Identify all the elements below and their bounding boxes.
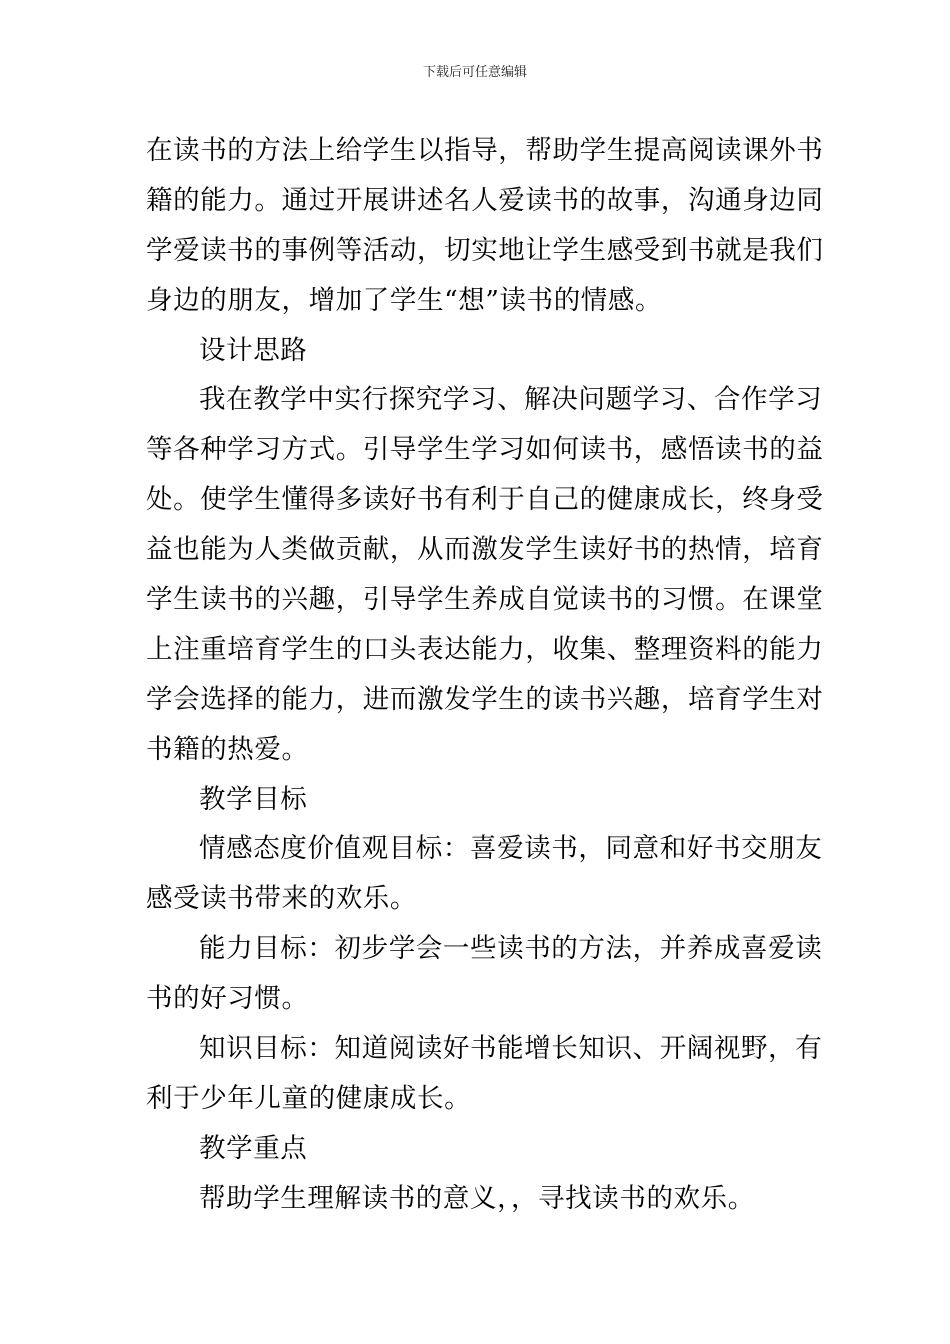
- text-line: 学会选择的能力，进而激发学生的读书兴趣，培育学生对: [146, 683, 824, 715]
- text-line: 学爱读书的事例等活动，切实地让学生感受到书就是我们: [146, 234, 824, 266]
- text-line: 能力目标：初步学会一些读书的方法，并养成喜爱读: [199, 933, 823, 965]
- text-line: 等各种学习方式。引导学生学习如何读书，感悟读书的益: [146, 434, 824, 466]
- text-line: 学生读书的兴趣，引导学生养成自觉读书的习惯。在课堂: [146, 584, 824, 616]
- document-body: [146, 126, 824, 1224]
- text-line: 我在教学中实行探究学习、解决问题学习、合作学习: [199, 384, 823, 416]
- text-line: 上注重培育学生的口头表达能力，收集、整理资料的能力: [146, 633, 824, 665]
- text-line: 在读书的方法上给学生以指导，帮助学生提高阅读课外书: [146, 135, 824, 166]
- text-line: 书的好习惯。: [146, 983, 309, 1015]
- text-line: 帮助学生理解读书的意义，，寻找读书的欢乐。: [199, 1182, 755, 1214]
- text-line: 知识目标：知道阅读好书能增长知识、开阔视野，有: [199, 1033, 823, 1065]
- text-line: 利于少年儿童的健康成长。: [146, 1082, 472, 1114]
- text-line: 处。使学生懂得多读好书有利于自己的健康成长，终身受: [146, 484, 824, 516]
- text-line: 益也能为人类做贡献，从而激发学生读好书的热情，培育: [146, 534, 824, 566]
- section-heading-focus: 教学重点: [199, 1132, 308, 1164]
- text-line: 身边的朋友，增加了学生“想”读书的情感。: [146, 284, 663, 316]
- text-line: 情感态度价值观目标：喜爱读书，同意和好书交朋友: [199, 833, 823, 865]
- section-heading-goals: 教学目标: [199, 783, 308, 815]
- text-line: 书籍的热爱。: [146, 733, 309, 765]
- page-header-note: 下载后可任意编辑: [422, 65, 527, 80]
- text-line: 籍的能力。通过开展讲述名人爱读书的故事，沟通身边同: [146, 184, 824, 216]
- text-line: 感受读书带来的欢乐。: [146, 883, 417, 915]
- section-heading-design: 设计思路: [199, 334, 308, 366]
